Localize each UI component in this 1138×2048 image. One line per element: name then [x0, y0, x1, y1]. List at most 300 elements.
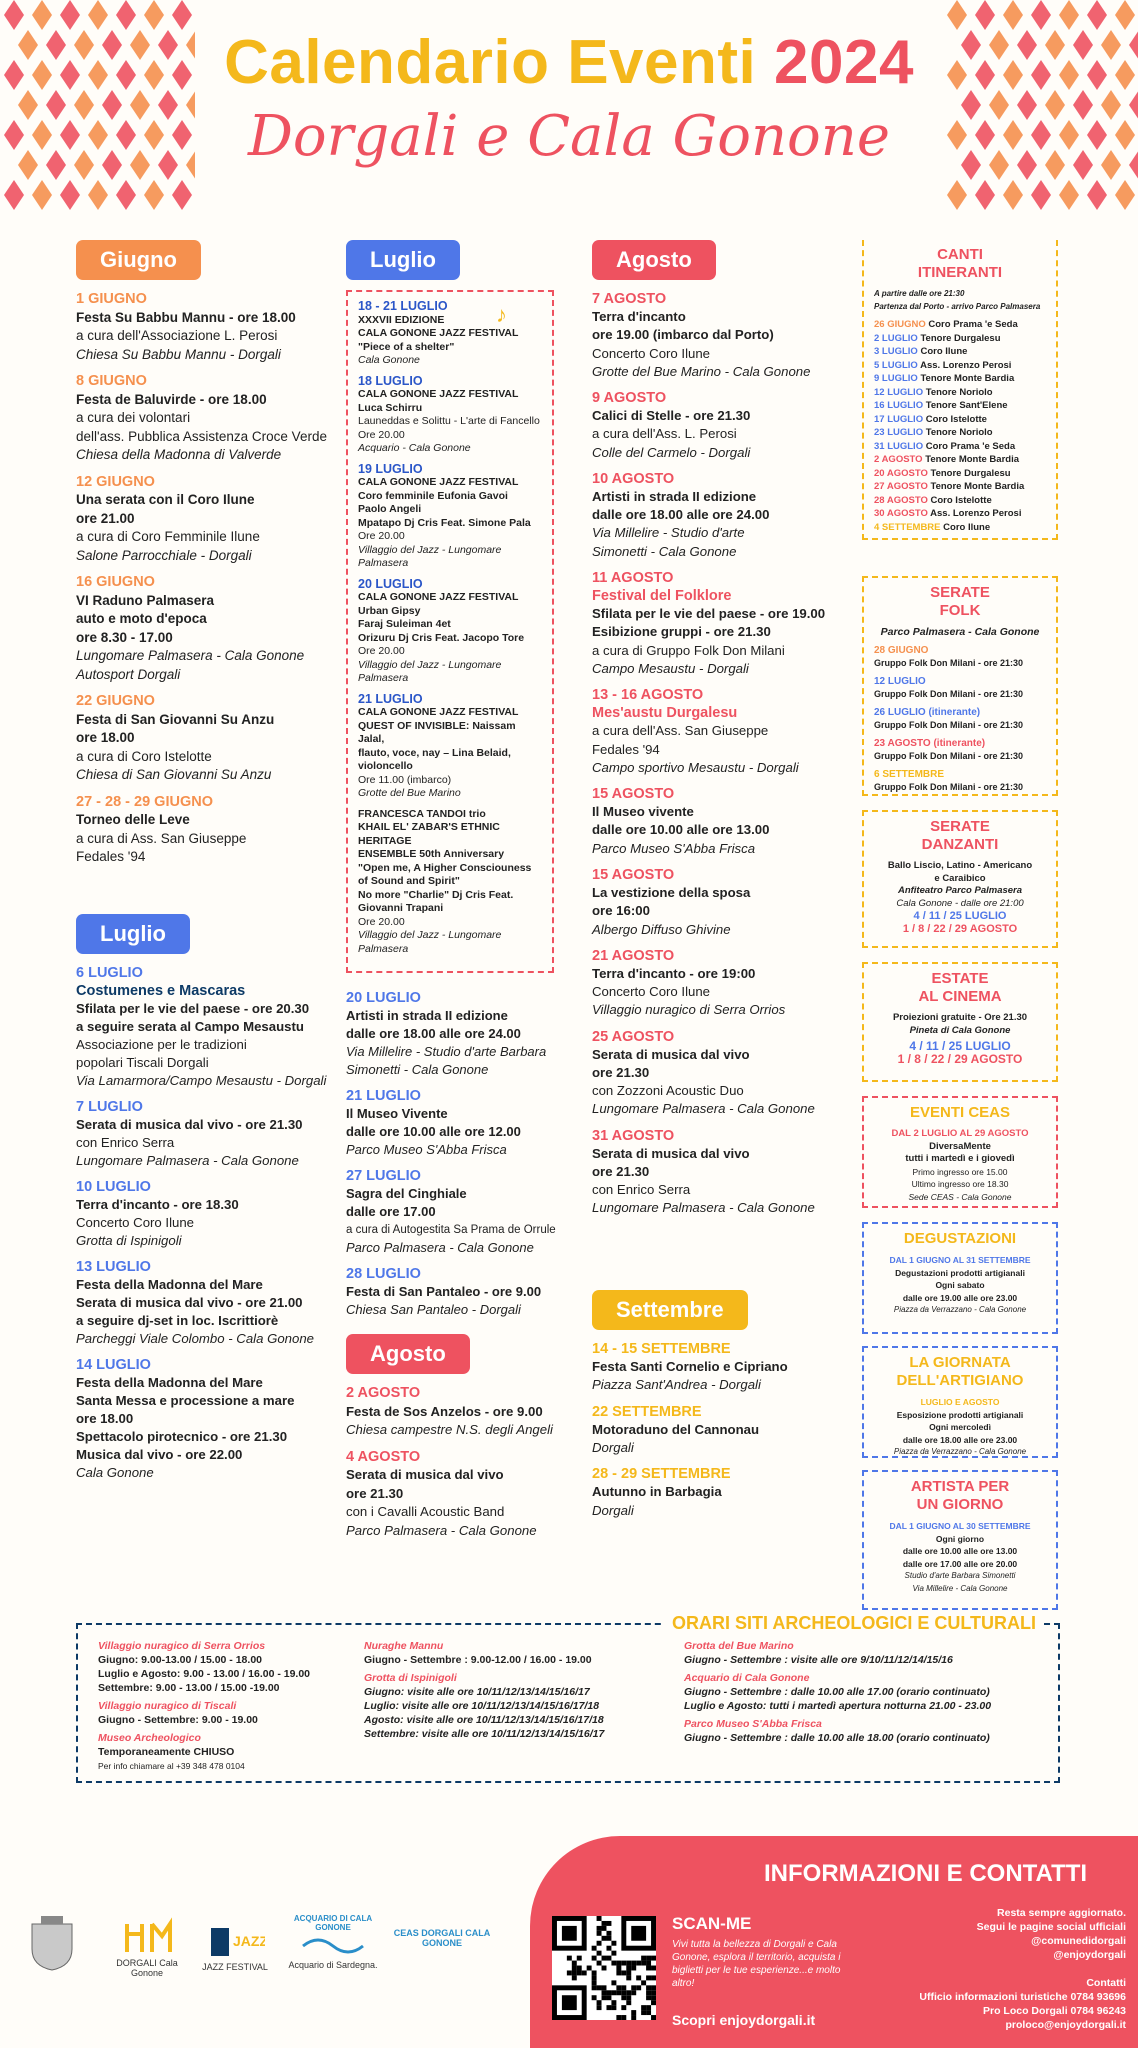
jazz-detail: Ore 20.00 — [358, 530, 405, 542]
event-title: Festa di San Pantaleo - ore 9.00 — [346, 1284, 542, 1299]
event-date: 14 - 15 SETTEMBRE — [592, 1341, 731, 1357]
event-title: Santa Messa e processione a mare — [76, 1393, 295, 1408]
event-title: dalle ore 18.00 alle ore 24.00 — [592, 507, 770, 523]
event-place: Colle del Carmelo - Dorgali — [592, 444, 751, 460]
event-item — [76, 1258, 346, 1348]
event-place: Campo Mesaustu - Dorgali — [592, 660, 749, 676]
social-comune[interactable]: @comunedidorgali — [1031, 1935, 1126, 1947]
orari-col-1 — [98, 1639, 328, 1773]
ceas-logo-text: CEAS DORGALI CALA GONONE — [393, 1928, 491, 1948]
dorgali-logo — [112, 1914, 182, 1978]
jazz-detail: Coro femminile Eufonia Gavoi — [358, 489, 508, 502]
side-box-title: LA GIORNATA DELL'ARTIGIANO — [896, 1354, 1024, 1389]
site-name: Villaggio nuragico di Serra Orrios — [98, 1640, 266, 1652]
canti-intro: A partire dalle ore 21:30 — [874, 289, 965, 298]
canti-name: Tenore Monte Bardia — [917, 373, 1015, 384]
contact-email[interactable]: proloco@enjoydorgali.it — [1005, 2019, 1126, 2031]
side-box-title: SERATE FOLK — [930, 584, 990, 619]
event-title: dalle ore 10.00 alle ore 13.00 — [592, 822, 770, 838]
event-item — [346, 1265, 586, 1319]
event-title: a seguire dj-set in loc. Iscrittiorè — [76, 1313, 279, 1328]
canti-row — [874, 521, 1046, 535]
event-detail: a cura di Ass. San Giuseppe — [76, 830, 247, 846]
month-label-giugno: Giugno — [76, 240, 201, 280]
side-line: Via Millelire - Cala Gonone — [912, 1583, 1008, 1593]
event-title: Mes'austu Durgalesu — [592, 705, 738, 722]
side-line: Piazza da Verrazzano - Cala Gonone — [893, 1305, 1027, 1314]
canti-row — [874, 345, 1046, 359]
jazz-date: 18 - 21 LUGLIO — [358, 299, 448, 313]
event-title: Festa de Baluvirde - ore 18.00 — [76, 391, 267, 407]
event-date: 7 AGOSTO — [592, 291, 667, 307]
folk-group: Gruppo Folk Don Milani - ore 21:30 — [874, 658, 1024, 668]
event-item — [76, 964, 346, 1090]
side-box-danzanti — [862, 810, 1058, 948]
jazz-event — [358, 463, 542, 571]
event-title: Sfilata per le vie del paese - ore 19.00 — [592, 606, 826, 622]
column-luglio-1 — [76, 914, 346, 1490]
side-line: 4 / 11 / 25 LUGLIO — [909, 1039, 1011, 1053]
event-date: 27 LUGLIO — [346, 1168, 421, 1184]
event-title: ore 21.00 — [76, 510, 135, 526]
site-name: Nuraghe Mannu — [364, 1640, 444, 1652]
event-title: Sfilata per le vie del paese - ore 20.30 — [76, 1001, 310, 1016]
side-line: DAL 1 GIUGNO AL 31 SETTEMBRE — [889, 1255, 1031, 1265]
event-item — [346, 1448, 576, 1541]
canti-name: Tenore Durgalesu — [927, 467, 1011, 479]
jazz-detail: violoncello — [358, 760, 413, 772]
event-date: 21 LUGLIO — [346, 1088, 421, 1104]
canti-row — [874, 440, 1046, 454]
event-title: Artisti in strada II edizione — [346, 1008, 508, 1023]
folk-date: 12 LUGLIO — [874, 675, 926, 687]
jazz-detail: CALA GONONE JAZZ FESTIVAL — [358, 476, 519, 488]
event-title: ore 21.30 — [592, 1064, 650, 1080]
side-line: Ultimo ingresso ore 18.30 — [911, 1179, 1009, 1189]
event-detail: Concerto Coro Ilune — [592, 345, 711, 361]
event-title: Terra d'incanto - ore 19:00 — [592, 965, 756, 981]
month-label-agosto: Agosto — [592, 240, 716, 280]
event-detail: Fedales '94 — [76, 849, 146, 864]
canti-date: 27 AGOSTO — [874, 481, 928, 492]
side-line: 4 / 11 / 25 LUGLIO — [913, 910, 1007, 922]
event-detail: popolari Tiscali Dorgali — [76, 1055, 209, 1070]
event-item — [592, 785, 832, 858]
side-box-title: EVENTI CEAS — [909, 1104, 1011, 1121]
event-date: 6 LUGLIO — [76, 965, 143, 981]
site-hours: Luglio: visite alle ore 10/11/12/13/14/15/16/17/18 — [364, 1700, 600, 1712]
jazz-detail: CALA GONONE JAZZ FESTIVAL — [358, 706, 519, 718]
site-hours: Giugno - Settembre : dalle 10.00 alle 18.00 (orario continuato) — [684, 1732, 990, 1744]
side-line: Piazza da Verrazzano - Cala Gonone — [893, 1447, 1027, 1456]
event-detail: dell'ass. Pubblica Assistenza Croce Verde — [76, 428, 327, 444]
event-detail: Associazione per le tradizioni — [76, 1037, 247, 1052]
side-line: e Caraibico — [934, 872, 986, 884]
event-detail: Concerto Coro Ilune — [76, 1215, 195, 1230]
event-place: Via Lamarmora/Campo Mesaustu - Dorgali — [76, 1073, 327, 1088]
site-hours: Giugno: visite alle ore 10/11/12/13/14/15/16/17 — [364, 1686, 590, 1698]
site-name: Parco Museo S'Abba Frisca — [684, 1718, 822, 1730]
side-box-degust — [862, 1222, 1058, 1334]
website-link[interactable]: Scopri enjoydorgali.it — [672, 2012, 816, 2028]
event-item — [76, 290, 346, 364]
event-date: 13 LUGLIO — [76, 1259, 151, 1275]
jazz-detail: ENSEMBLE 50th Anniversary — [358, 848, 505, 860]
event-item — [346, 1167, 586, 1257]
side-box-title: ARTISTA PER UN GIORNO — [910, 1478, 1010, 1513]
side-box-ceas — [862, 1096, 1058, 1208]
side-line: Studio d'arte Barbara Simonetti — [904, 1571, 1016, 1580]
event-place: Chiesa campestre N.S. degli Angeli — [346, 1422, 553, 1437]
event-place: Parco Museo S'Abba Frisca — [592, 840, 756, 856]
jazz-detail: Ore 20.00 — [358, 645, 405, 657]
dorgali-logo-text: DORGALI Cala Gonone — [116, 1958, 178, 1978]
event-place: Chiesa Su Babbu Mannu - Dorgali — [76, 346, 281, 362]
event-place: Albergo Diffuso Ghivine — [592, 921, 731, 937]
canti-name: Tenore Sant'Elene — [923, 400, 1008, 411]
event-date: 22 GIUGNO — [76, 693, 155, 709]
side-line: Cala Gonone - dalle ore 21:00 — [896, 897, 1024, 909]
footer — [0, 1836, 1138, 2048]
event-item — [592, 1127, 832, 1218]
event-title: Torneo delle Leve — [76, 812, 190, 827]
event-date: 15 AGOSTO — [592, 866, 675, 883]
folk-group: Gruppo Folk Don Milani - ore 21:30 — [874, 720, 1024, 730]
event-detail: a cura di Coro Femminile Ilune — [76, 529, 260, 544]
event-item — [76, 692, 346, 785]
jazz-place: Grotte del Bue Marino — [358, 787, 461, 799]
event-date: 8 GIUGNO — [76, 373, 147, 389]
site-hours: Giugno - Settembre : dalle 10.00 alle 17.00 (orario continuato) — [684, 1686, 990, 1698]
event-place: Parco Palmasera - Cala Gonone — [346, 1240, 534, 1255]
jazz-event — [358, 693, 542, 801]
site-hours: Giugno - Settembre : 9.00-12.00 / 16.00 - 19.00 — [364, 1654, 592, 1666]
event-place: Chiesa San Pantaleo - Dorgali — [346, 1302, 521, 1317]
canti-name: Coro Ilune — [940, 521, 991, 533]
event-title: a cura di Autogestita Sa Prama de Orrule — [346, 1224, 556, 1236]
folk-group: Gruppo Folk Don Milani - ore 21:30 — [874, 751, 1024, 761]
event-title: Terra d'incanto - ore 18.30 — [76, 1197, 239, 1212]
orari-title: ORARI SITI ARCHEOLOGICI E CULTURALI — [664, 1613, 1044, 1634]
canti-name: Ass. Lorenzo Perosi — [917, 359, 1012, 371]
event-title: Festa di San Giovanni Su Anzu — [76, 711, 275, 727]
event-title: Festa Su Babbu Mannu - ore 18.00 — [76, 309, 296, 325]
column-luglio-2 — [346, 240, 554, 1327]
side-line: Anfiteatro Parco Palmasera — [897, 885, 1023, 896]
jazz-date: 19 LUGLIO — [358, 461, 423, 476]
event-detail: a cura di Coro Istelotte — [76, 748, 212, 764]
acquario-logo — [288, 1914, 378, 1970]
event-title: ore 19.00 (imbarco dal Porto) — [592, 327, 774, 343]
event-detail: Fedales '94 — [592, 741, 660, 757]
jazz-detail: flauto, voce, nay – Lina Belaid, — [358, 746, 511, 759]
event-place: Autosport Dorgali — [76, 666, 181, 682]
canti-date: 3 LUGLIO — [874, 346, 918, 357]
event-title: Spettacolo pirotecnico - ore 21.30 — [76, 1429, 288, 1444]
canti-row — [874, 467, 1046, 481]
canti-row — [874, 494, 1046, 508]
event-item — [76, 372, 346, 465]
folk-date: 6 SETTEMBRE — [874, 768, 945, 780]
social-enjoy[interactable]: @enjoydorgali — [1053, 1949, 1126, 1961]
side-box-folk — [862, 576, 1058, 796]
canti-name: Coro Prama 'e Seda — [925, 319, 1018, 330]
event-title: Festa della Madonna del Mare — [76, 1375, 263, 1390]
side-line: DiversaMente — [929, 1140, 991, 1152]
canti-date: 2 LUGLIO — [874, 332, 918, 344]
orari-col-2 — [364, 1639, 664, 1741]
side-box-title: CANTI ITINERANTI — [917, 246, 1003, 281]
event-item — [592, 1465, 832, 1520]
canti-row — [874, 507, 1046, 521]
side-line: Ogni sabato — [935, 1280, 985, 1290]
canti-name: Coro Istelotte — [923, 413, 987, 425]
column-agosto-1 — [346, 1334, 576, 1548]
event-detail: con Enrico Serra — [592, 1182, 691, 1198]
event-item — [346, 1384, 576, 1440]
event-title: Serata di musica dal vivo — [592, 1145, 750, 1161]
event-title: Serata di musica dal vivo - ore 21.00 — [76, 1295, 303, 1310]
event-date: 25 AGOSTO — [592, 1028, 675, 1045]
jazz-detail: FRANCESCA TANDOI trio — [358, 807, 486, 820]
month-label-luglio: Luglio — [346, 240, 460, 280]
event-title: VI Raduno Palmasera — [76, 592, 215, 608]
jazz-detail: Faraj Suleiman 4et — [358, 618, 451, 630]
event-place: Campo sportivo Mesaustu - Dorgali — [592, 759, 799, 775]
canti-name: Tenore Monte Bardia — [922, 454, 1019, 465]
canti-row — [874, 426, 1046, 440]
event-detail: con i Cavalli Acoustic Band — [346, 1504, 505, 1519]
canti-row — [874, 372, 1046, 386]
jazz-event — [358, 300, 542, 368]
site-hours: Giugno: 9.00-13.00 / 15.00 - 18.00 — [98, 1654, 262, 1666]
event-date: 21 AGOSTO — [592, 947, 675, 964]
event-item — [592, 866, 832, 939]
event-title: Esibizione gruppi - ore 21.30 — [592, 624, 771, 640]
canti-name: Ass. Lorenzo Perosi — [927, 508, 1022, 519]
canti-date: 9 LUGLIO — [874, 373, 918, 384]
canti-date: 16 LUGLIO — [874, 400, 924, 411]
site-name: Acquario di Cala Gonone — [684, 1672, 810, 1684]
event-title: Festa de Sos Anzelos - ore 9.00 — [346, 1403, 543, 1419]
event-title: Musica dal vivo - ore 22.00 — [76, 1447, 243, 1462]
contact-line: Segui le pagine social ufficiali — [976, 1921, 1126, 1933]
event-place: Lungomare Palmasera - Cala Gonone — [76, 1153, 299, 1168]
event-title: ore 21.30 — [346, 1485, 404, 1501]
canti-name: Tenore Noriolo — [923, 427, 993, 438]
event-title: Calici di Stelle - ore 21.30 — [592, 408, 751, 424]
jazz-detail: KHAIL EL' ZABAR'S ETHNIC HERITAGE — [358, 821, 500, 847]
contacts — [886, 1906, 1126, 2032]
side-box-title: DEGUSTAZIONI — [903, 1230, 1017, 1247]
event-title: ore 18.00 — [76, 1411, 134, 1426]
event-item — [76, 473, 346, 566]
event-date: 7 LUGLIO — [76, 1099, 143, 1115]
event-title: dalle ore 17.00 — [346, 1204, 436, 1219]
canti-date: 2 AGOSTO — [874, 454, 923, 465]
side-box-title: SERATE DANZANTI — [921, 818, 999, 853]
scan-text: Vivi tutta la bellezza di Dorgali e Cala Gonone, esplora il territorio, acquista i biglietti per le tue esperienze...e molto altro! — [672, 1939, 841, 1989]
side-line: dalle ore 18.00 alle ore 23.00 — [902, 1434, 1018, 1445]
side-line: LUGLIO E AGOSTO — [920, 1397, 1000, 1407]
event-title: Il Museo vivente — [592, 804, 694, 820]
event-item — [592, 1340, 832, 1395]
event-title: Serata di musica dal vivo — [592, 1046, 750, 1062]
side-line: Degustazioni prodotti artigianali — [895, 1267, 1025, 1278]
event-detail: a cura dei volontari — [76, 410, 191, 425]
event-title: Serata di musica dal vivo — [346, 1467, 504, 1482]
canti-row — [874, 453, 1046, 467]
side-line: tutti i martedì e i giovedì — [905, 1153, 1015, 1164]
event-date: 31 AGOSTO — [592, 1127, 675, 1144]
event-place: Piazza Sant'Andrea - Dorgali — [592, 1377, 761, 1393]
event-item — [76, 1098, 346, 1170]
jazz-detail: Urban Gipsy — [358, 604, 421, 617]
event-date: 12 GIUGNO — [76, 473, 155, 490]
jazz-date: 20 LUGLIO — [358, 576, 423, 591]
side-box-artig — [862, 1346, 1058, 1458]
side-box-cinema — [862, 962, 1058, 1082]
page-title — [0, 28, 1138, 98]
jazz-detail: Ore 20.00 — [358, 915, 405, 928]
side-line: 1 / 8 / 22 / 29 AGOSTO — [897, 1051, 1023, 1066]
acquario-logo-text: ACQUARIO DI CALA GONONE — [293, 1914, 373, 1932]
folk-date: 26 LUGLIO (itinerante) — [874, 706, 981, 718]
event-place: Simonetti - Cala Gonone — [346, 1062, 489, 1077]
event-date: 20 LUGLIO — [346, 990, 421, 1006]
event-item — [592, 1403, 832, 1458]
svg-text:JAZZ: JAZZ — [233, 1933, 265, 1949]
contact-phone-proloco[interactable]: Pro Loco Dorgali 0784 96243 — [983, 2005, 1126, 2017]
qr-code[interactable] — [552, 1916, 656, 2020]
event-place: Grotte del Bue Marino - Cala Gonone — [592, 363, 811, 379]
canti-row — [874, 318, 1046, 332]
jazz-detail: CALA GONONE JAZZ FESTIVAL — [358, 327, 519, 339]
event-title: Serata di musica dal vivo - ore 21.30 — [76, 1117, 303, 1132]
folk-place: Parco Palmasera - Cala Gonone — [880, 626, 1040, 638]
event-item — [76, 1356, 346, 1482]
jazz-detail: Ore 20.00 — [358, 428, 405, 441]
event-detail: con Enrico Serra — [76, 1135, 175, 1150]
event-date: 22 SETTEMBRE — [592, 1403, 702, 1420]
title-calendario: Calendario Eventi — [224, 28, 757, 97]
site-hours: Luglio e Agosto: tutti i martedì apertura notturna 21.00 - 23.00 — [684, 1700, 992, 1712]
canti-row — [874, 413, 1046, 427]
site-hours: Agosto: visite alle ore 10/11/12/13/14/15/16/17/18 — [364, 1714, 604, 1726]
event-place: Grotta di Ispinigoli — [76, 1233, 182, 1248]
event-title: auto e moto d'epoca — [76, 611, 207, 626]
jazz-place: Villaggio del Jazz - Lungomare Palmasera — [358, 929, 502, 955]
event-title: a seguire serata al Campo Mesaustu — [76, 1019, 304, 1034]
jazz-detail: "Piece of a shelter" — [358, 340, 455, 353]
event-place: Lungomare Palmasera - Cala Gonone — [592, 1200, 815, 1216]
event-date: 1 GIUGNO — [76, 291, 147, 307]
canti-date: 5 LUGLIO — [874, 359, 918, 371]
event-item — [76, 793, 346, 867]
title-year: 2024 — [774, 28, 914, 97]
event-title: Festa Santi Cornelio e Cipriano — [592, 1359, 788, 1375]
jazz-place: Villaggio del Jazz - Lungomare Palmasera — [358, 543, 502, 569]
event-item — [592, 290, 832, 381]
folk-date: 23 AGOSTO (itinerante) — [874, 737, 986, 749]
site-hours: Temporaneamente CHIUSO — [98, 1746, 235, 1758]
event-title: dalle ore 10.00 alle ore 12.00 — [346, 1124, 521, 1139]
canti-row — [874, 480, 1046, 494]
event-title: ore 16:00 — [592, 903, 650, 919]
canti-intro: Partenza dal Porto - arrivo Parco Palmasera — [874, 301, 1041, 311]
jazz-event — [358, 375, 542, 456]
jazz-detail: "Open me, A Higher Consciouness — [358, 861, 532, 874]
event-place: Dorgali — [592, 1502, 634, 1518]
site-hours: Giugno - Settembre : visite alle ore 9/10/11/12/14/15/16 — [684, 1654, 953, 1666]
event-detail: a cura dell'Ass. L. Perosi — [592, 426, 737, 442]
side-line: Ogni giorno — [935, 1533, 985, 1544]
saxophone-icon: ♪ — [496, 302, 507, 327]
canti-name: Coro Ilune — [917, 346, 968, 357]
jazz-detail: CALA GONONE JAZZ FESTIVAL — [358, 388, 519, 400]
folk-group: Gruppo Folk Don Milani - ore 21:30 — [874, 689, 1024, 699]
event-place: Salone Parrocchiale - Dorgali — [76, 547, 252, 563]
event-detail: a cura dell'Associazione L. Perosi — [76, 328, 278, 343]
event-place: Lungomare Palmasera - Cala Gonone — [592, 1101, 815, 1117]
event-item — [346, 1087, 586, 1159]
canti-date: 12 LUGLIO — [874, 386, 924, 398]
event-date: 10 AGOSTO — [592, 470, 675, 487]
folk-date: 28 GIUGNO — [874, 644, 929, 656]
side-line: Proiezioni gratuite - Ore 21.30 — [892, 1012, 1028, 1023]
acquario-sardegna-text: Acquario di Sardegna. — [288, 1960, 378, 1970]
canti-date: 20 AGOSTO — [874, 467, 928, 479]
site-name: Grotta di Ispinigoli — [364, 1672, 457, 1684]
jazz-place: Cala Gonone — [358, 354, 420, 366]
jazz-place: Villaggio del Jazz - Lungomare Palmasera — [358, 658, 502, 684]
contact-phone-info[interactable]: Ufficio informazioni turistiche 0784 93696 — [919, 1991, 1126, 2003]
contact-heading: Contatti — [1086, 1977, 1126, 1989]
jazz-festival-box — [346, 290, 554, 973]
month-label-settembre: Settembre — [592, 1290, 748, 1330]
jazz-detail: QUEST OF INVISIBLE: Naissam Jalal, — [358, 719, 516, 745]
event-title: ore 8.30 - 17.00 — [76, 629, 173, 645]
site-hours: Settembre: visite alle ore 10/11/12/13/14/15/16/17 — [364, 1728, 605, 1740]
ceas-logo — [392, 1928, 492, 1948]
side-line: Esposizione prodotti artigianali — [896, 1409, 1024, 1420]
event-title: ore 21.30 — [592, 1163, 650, 1179]
canti-name: Tenore Noriolo — [923, 386, 993, 398]
side-line: DAL 2 LUGLIO AL 29 AGOSTO — [891, 1128, 1029, 1139]
side-box-canti — [862, 240, 1058, 540]
event-place: Lungomare Palmasera - Cala Gonone — [76, 648, 305, 663]
canti-name: Coro Prama 'e Seda — [923, 440, 1016, 452]
site-hours: Luglio e Agosto: 9.00 - 13.00 / 16.00 - 19.00 — [98, 1668, 311, 1680]
side-line: Ballo Liscio, Latino - Americano — [887, 860, 1033, 871]
side-line: Primo ingresso ore 15.00 — [912, 1166, 1008, 1177]
site-name: Grotta del Bue Marino — [684, 1640, 794, 1652]
event-item — [592, 470, 832, 561]
folk-group: Gruppo Folk Don Milani - ore 21:30 — [874, 782, 1024, 792]
jazz-event — [358, 808, 542, 957]
canti-date: 31 LUGLIO — [874, 440, 924, 452]
jazz-detail: Ore 11.00 (imbarco) — [358, 773, 452, 786]
event-title: dalle ore 18.00 alle ore 24.00 — [346, 1026, 521, 1041]
event-place: Chiesa della Madonna di Valverde — [76, 447, 282, 462]
scan-title: SCAN-ME — [672, 1914, 752, 1933]
canti-row — [874, 359, 1046, 373]
canti-row — [874, 399, 1046, 413]
jazz-detail: Launeddas e Solittu - L'arte di Fancello — [358, 415, 540, 427]
side-line: dalle ore 10.00 alle ore 13.00 — [902, 1546, 1018, 1556]
event-place: Via Millelire - Studio d'arte Barbara — [346, 1044, 547, 1059]
event-date: 15 AGOSTO — [592, 786, 675, 803]
